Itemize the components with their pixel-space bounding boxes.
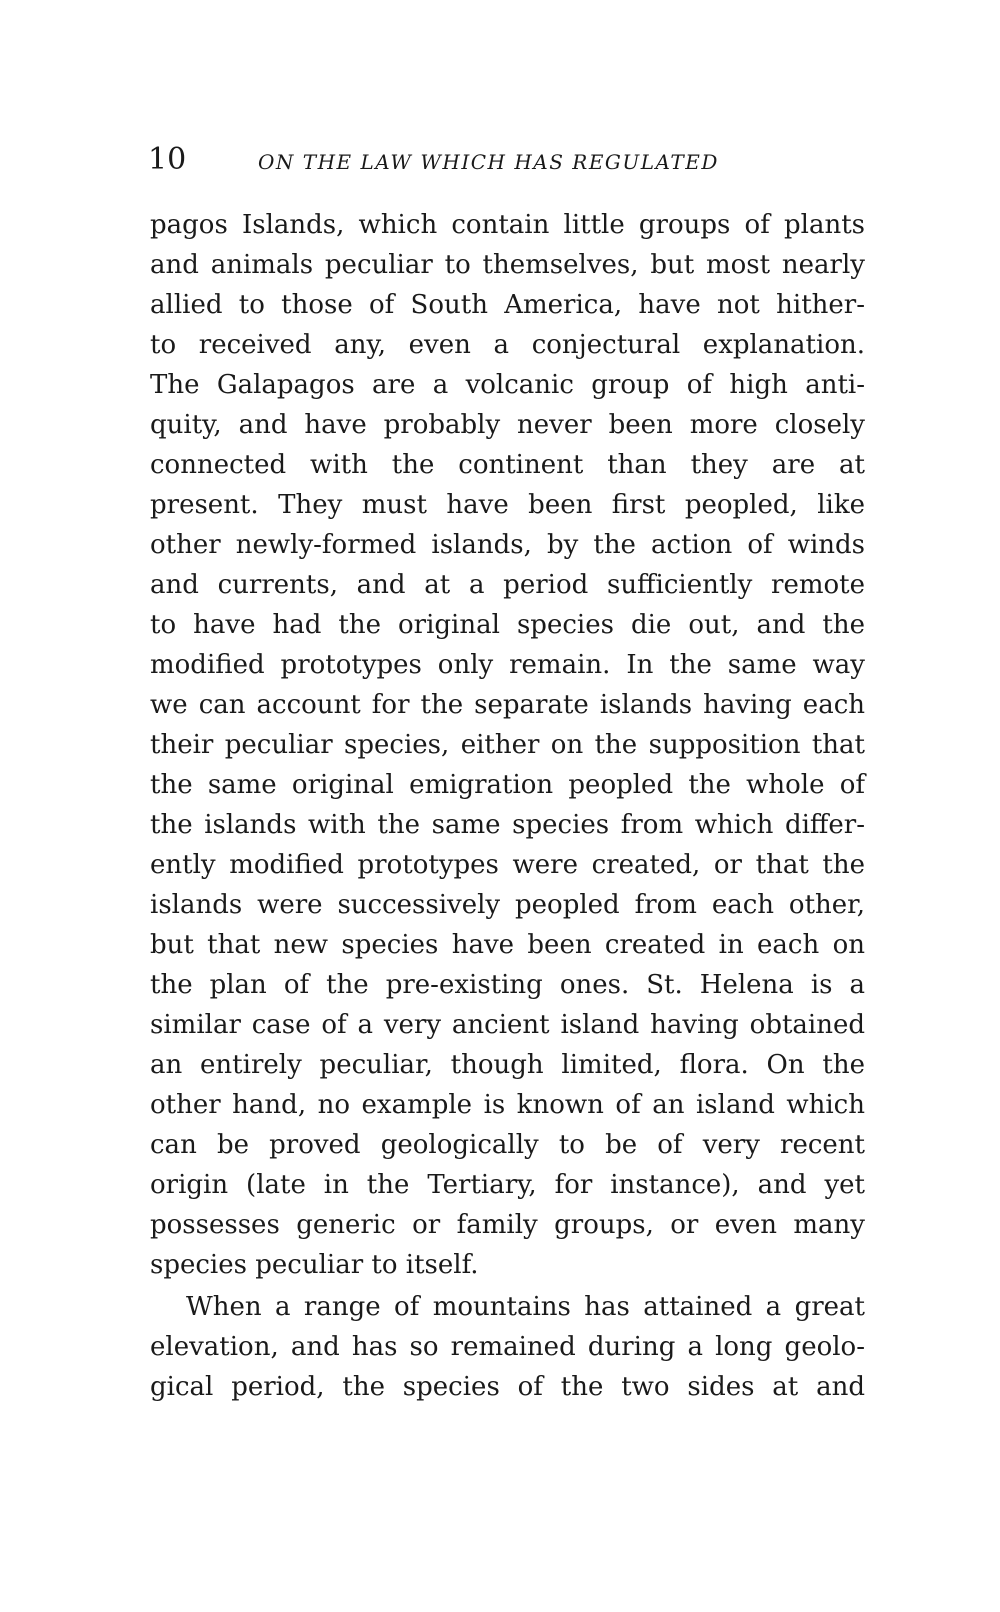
- text-line: other newly-formed islands, by the action of winds: [150, 530, 865, 560]
- text-line: When a range of mountains has attained a great: [186, 1292, 865, 1322]
- text-line: The Galapagos are a volcanic group of high anti-: [150, 370, 865, 400]
- text-line: elevation, and has so remained during a long geolo-: [150, 1332, 865, 1362]
- text-line: quity, and have probably never been more closely: [150, 410, 865, 440]
- text-line: the same original emigration peopled the whole of: [150, 770, 865, 800]
- text-line: gical period, the species of the two sides at and: [150, 1372, 865, 1402]
- text-line: an entirely peculiar, though limited, flora. On the: [150, 1050, 865, 1080]
- text-line: ently modified prototypes were created, or that the: [150, 850, 865, 880]
- text-line: but that new species have been created in each on: [150, 930, 865, 960]
- text-line: to received any, even a conjectural explanation.: [150, 330, 865, 360]
- running-head: ON THE LAW WHICH HAS REGULATED: [258, 150, 719, 174]
- text-line: similar case of a very ancient island having obtained: [150, 1010, 865, 1040]
- text-line: we can account for the separate islands having each: [150, 690, 865, 720]
- text-line: origin (late in the Tertiary, for instance), and yet: [150, 1170, 865, 1200]
- body-text: [150, 205, 865, 1407]
- paragraph-1: [150, 205, 865, 1285]
- text-line: islands were successively peopled from each other,: [150, 890, 865, 920]
- text-line: species peculiar to itself.: [150, 1250, 479, 1280]
- text-line: and currents, and at a period sufficiently remote: [150, 570, 865, 600]
- text-line: to have had the original species die out, and the: [150, 610, 865, 640]
- text-line: pagos Islands, which contain little groups of plants: [150, 210, 865, 240]
- text-line: the plan of the pre-existing ones. St. Helena is a: [150, 970, 865, 1000]
- text-line: can be proved geologically to be of very recent: [150, 1130, 865, 1160]
- page-number: 10: [148, 142, 187, 177]
- text-line: modified prototypes only remain. In the same way: [150, 650, 865, 680]
- page-header: [148, 140, 868, 180]
- text-line: present. They must have been first peopled, like: [150, 490, 865, 520]
- text-line: allied to those of South America, have not hither-: [150, 290, 865, 320]
- text-line: the islands with the same species from which differ-: [150, 810, 865, 840]
- text-line: other hand, no example is known of an island which: [150, 1090, 865, 1120]
- text-line: connected with the continent than they are at: [150, 450, 865, 480]
- text-line: their peculiar species, either on the supposition that: [150, 730, 865, 760]
- text-line: possesses generic or family groups, or even many: [150, 1210, 865, 1240]
- text-line: and animals peculiar to themselves, but most nearly: [150, 250, 865, 280]
- paragraph-2: [150, 1287, 865, 1407]
